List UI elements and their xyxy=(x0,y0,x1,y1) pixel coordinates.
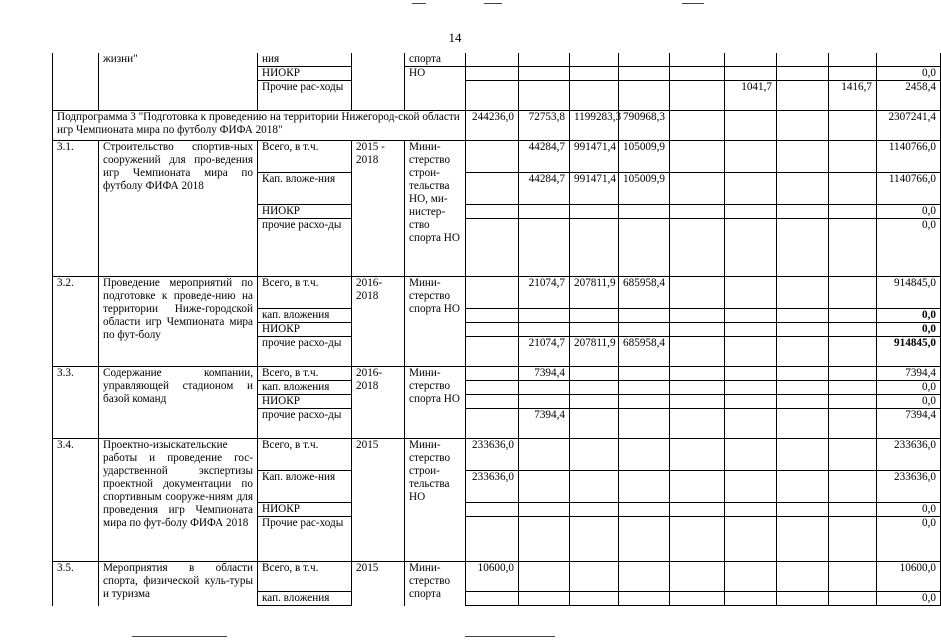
total-cell: 914845,0 xyxy=(877,277,941,309)
value-cell xyxy=(725,337,777,367)
value-cell xyxy=(829,277,877,309)
value-cell xyxy=(519,323,570,337)
value-cell xyxy=(725,409,777,439)
executor-cell: Мини-стерство спорта НО xyxy=(405,367,466,439)
value-cell xyxy=(777,439,829,471)
value-cell xyxy=(725,503,777,517)
value-cell xyxy=(519,53,570,67)
value-cell: 790968,3 xyxy=(619,111,670,141)
value-cell xyxy=(570,439,619,471)
value-cell: 1041,7 xyxy=(725,81,777,111)
value-cell xyxy=(570,471,619,503)
value-cell xyxy=(725,141,777,173)
subprogram-title: Подпрограмма 3 "Подготовка к проведению на территории Нижегород-ской области игр Чемпионата мира по футболу ФИФА 2018" xyxy=(53,111,466,141)
value-cell xyxy=(829,592,877,606)
value-cell xyxy=(829,323,877,337)
value-cell xyxy=(619,592,670,606)
value-cell xyxy=(829,471,877,503)
value-cell xyxy=(570,592,619,606)
scan-mark-top-left xyxy=(412,3,426,4)
item-cell: Всего, в т.ч. xyxy=(258,277,352,309)
item-cell: Кап. вложе-ния xyxy=(258,471,352,503)
value-cell xyxy=(466,381,519,395)
value-cell xyxy=(777,471,829,503)
value-cell xyxy=(466,277,519,309)
years-cell: 2016-2018 xyxy=(352,367,405,439)
value-cell xyxy=(466,141,519,173)
value-cell xyxy=(570,205,619,219)
value-cell xyxy=(619,67,670,81)
value-cell xyxy=(670,503,725,517)
value-cell: 1416,7 xyxy=(829,81,877,111)
item-cell: кап. вложения xyxy=(258,381,352,395)
value-cell: 10600,0 xyxy=(466,562,519,592)
value-cell xyxy=(829,439,877,471)
value-cell xyxy=(519,395,570,409)
value-cell xyxy=(570,367,619,381)
row-number: 3.2. xyxy=(53,277,99,367)
value-cell xyxy=(829,111,877,141)
value-cell xyxy=(466,367,519,381)
executor-cell: Мини-стерство строи-тельства НО xyxy=(405,439,466,562)
value-cell xyxy=(777,367,829,381)
value-cell xyxy=(466,337,519,367)
value-cell xyxy=(670,67,725,81)
value-cell xyxy=(670,409,725,439)
measure-cell: Проведение мероприятий по подготовке к проведе-нию на территории Ниже-городской области игр Чемпионата мира по фут-болу xyxy=(99,277,258,367)
measure-cell: Мероприятия в области спорта, физической куль-туры и туризма xyxy=(99,562,258,606)
value-cell xyxy=(519,517,570,562)
value-cell xyxy=(670,562,725,592)
value-cell xyxy=(619,381,670,395)
subprogram-row xyxy=(53,111,941,141)
item-cell: НИОКР xyxy=(258,67,352,81)
value-cell xyxy=(829,309,877,323)
value-cell: 1199283,3 xyxy=(570,111,619,141)
value-cell xyxy=(777,111,829,141)
value-cell xyxy=(777,562,829,592)
value-cell: 105009,9 xyxy=(619,173,670,205)
value-cell xyxy=(619,471,670,503)
value-cell: 21074,7 xyxy=(519,337,570,367)
value-cell xyxy=(829,562,877,592)
value-cell xyxy=(777,141,829,173)
value-cell xyxy=(570,395,619,409)
item-cell: Кап. вложе-ния xyxy=(258,173,352,205)
item-cell: прочие расхо-ды xyxy=(258,219,352,277)
value-cell xyxy=(777,381,829,395)
value-cell xyxy=(570,323,619,337)
value-cell: 44284,7 xyxy=(519,173,570,205)
value-cell xyxy=(619,439,670,471)
value-cell xyxy=(519,471,570,503)
value-cell: 72753,8 xyxy=(519,111,570,141)
item-cell: Всего, в т.ч. xyxy=(258,141,352,173)
value-cell xyxy=(466,409,519,439)
value-cell xyxy=(670,53,725,67)
value-cell xyxy=(829,409,877,439)
value-cell xyxy=(519,562,570,592)
value-cell xyxy=(570,503,619,517)
value-cell xyxy=(777,53,829,67)
value-cell xyxy=(466,395,519,409)
value-cell xyxy=(829,53,877,67)
item-cell: кап. вложения xyxy=(258,592,352,606)
value-cell xyxy=(519,309,570,323)
value-cell xyxy=(670,367,725,381)
budget-table xyxy=(52,53,941,606)
value-cell xyxy=(619,309,670,323)
value-cell xyxy=(829,381,877,395)
value-cell: 105009,9 xyxy=(619,141,670,173)
value-cell xyxy=(670,395,725,409)
value-cell xyxy=(777,277,829,309)
value-cell xyxy=(466,173,519,205)
value-cell xyxy=(725,277,777,309)
value-cell xyxy=(829,517,877,562)
value-cell xyxy=(466,205,519,219)
table-row xyxy=(53,562,941,592)
value-cell xyxy=(829,219,877,277)
value-cell xyxy=(619,517,670,562)
value-cell xyxy=(777,409,829,439)
value-cell xyxy=(670,592,725,606)
value-cell xyxy=(725,323,777,337)
value-cell xyxy=(777,323,829,337)
item-cell: прочие расхо-ды xyxy=(258,337,352,367)
measure-cell: Строительство спортив-ных сооружений для про-ведения игр Чемпионата мира по футболу ФИФА 2018 xyxy=(99,141,258,277)
value-cell xyxy=(670,323,725,337)
executor-cell: Мини-стерство строи-тельства НО, ми-нистер-ство спорта НО xyxy=(405,141,466,277)
value-cell xyxy=(777,395,829,409)
executor-cell: спорта xyxy=(405,53,466,67)
value-cell xyxy=(466,81,519,111)
item-cell: НИОКР xyxy=(258,395,352,409)
value-cell xyxy=(777,517,829,562)
value-cell: 21074,7 xyxy=(519,277,570,309)
item-cell: НИОКР xyxy=(258,323,352,337)
total-cell: 0,0 xyxy=(877,219,941,277)
value-cell xyxy=(619,53,670,67)
total-cell: 0,0 xyxy=(877,503,941,517)
value-cell xyxy=(519,81,570,111)
value-cell: 685958,4 xyxy=(619,277,670,309)
value-cell xyxy=(570,67,619,81)
scan-mark-bottom xyxy=(132,636,227,637)
value-cell: 7394,4 xyxy=(519,367,570,381)
value-cell xyxy=(725,517,777,562)
value-cell xyxy=(619,562,670,592)
value-cell xyxy=(670,205,725,219)
value-cell xyxy=(777,309,829,323)
value-cell xyxy=(725,471,777,503)
value-cell xyxy=(466,592,519,606)
value-cell xyxy=(670,111,725,141)
item-cell: Прочие рас-ходы xyxy=(258,517,352,562)
value-cell xyxy=(619,323,670,337)
value-cell xyxy=(466,309,519,323)
item-cell: Всего, в т.ч. xyxy=(258,562,352,592)
table-row xyxy=(53,367,941,381)
value-cell xyxy=(570,562,619,592)
value-cell xyxy=(777,337,829,367)
total-cell: 0,0 xyxy=(877,517,941,562)
value-cell: 244236,0 xyxy=(466,111,519,141)
value-cell xyxy=(829,173,877,205)
value-cell xyxy=(725,381,777,395)
row-number: 3.3. xyxy=(53,367,99,439)
value-cell xyxy=(777,219,829,277)
years-cell: 2015 xyxy=(352,562,405,606)
value-cell xyxy=(670,439,725,471)
table-row xyxy=(53,53,941,67)
value-cell xyxy=(670,219,725,277)
value-cell xyxy=(725,67,777,81)
value-cell xyxy=(619,409,670,439)
executor-cell: Мини-стерство спорта НО xyxy=(405,277,466,367)
total-cell: 0,0 xyxy=(877,67,941,81)
executor-cell: НО xyxy=(405,67,466,111)
row-number: 3.1. xyxy=(53,141,99,277)
value-cell xyxy=(519,381,570,395)
value-cell xyxy=(777,173,829,205)
value-cell xyxy=(466,67,519,81)
value-cell: 233636,0 xyxy=(466,439,519,471)
item-cell: Всего, в т.ч. xyxy=(258,367,352,381)
total-cell: 10600,0 xyxy=(877,562,941,592)
no-cell xyxy=(53,53,99,111)
total-cell: 0,0 xyxy=(877,395,941,409)
value-cell xyxy=(670,517,725,562)
value-cell xyxy=(619,205,670,219)
value-cell xyxy=(725,205,777,219)
value-cell xyxy=(670,277,725,309)
value-cell xyxy=(829,503,877,517)
row-number: 3.4. xyxy=(53,439,99,562)
value-cell xyxy=(829,205,877,219)
value-cell: 685958,4 xyxy=(619,337,670,367)
total-cell: 7394,4 xyxy=(877,367,941,381)
value-cell xyxy=(570,219,619,277)
value-cell xyxy=(570,381,619,395)
value-cell xyxy=(725,309,777,323)
value-cell xyxy=(670,337,725,367)
value-cell xyxy=(519,67,570,81)
total-cell: 1140766,0 xyxy=(877,141,941,173)
value-cell xyxy=(619,367,670,381)
value-cell xyxy=(670,141,725,173)
value-cell xyxy=(777,205,829,219)
value-cell xyxy=(777,592,829,606)
value-cell xyxy=(466,53,519,67)
value-cell xyxy=(670,81,725,111)
years-cell xyxy=(352,53,405,111)
value-cell xyxy=(670,381,725,395)
page-number: 14 xyxy=(448,30,462,45)
value-cell xyxy=(777,503,829,517)
value-cell xyxy=(829,67,877,81)
value-cell xyxy=(725,219,777,277)
total-cell: 0,0 xyxy=(877,381,941,395)
value-cell: 44284,7 xyxy=(519,141,570,173)
total-cell: 1140766,0 xyxy=(877,173,941,205)
total-cell: 233636,0 xyxy=(877,471,941,503)
value-cell xyxy=(619,219,670,277)
executor-cell: Мини-стерство спорта xyxy=(405,562,466,606)
total-cell: 2307241,4 xyxy=(877,111,941,141)
value-cell: 991471,4 xyxy=(570,173,619,205)
item-cell: Всего, в т.ч. xyxy=(258,439,352,471)
total-cell: 914845,0 xyxy=(877,337,941,367)
value-cell xyxy=(725,395,777,409)
value-cell xyxy=(725,439,777,471)
value-cell xyxy=(725,592,777,606)
value-cell xyxy=(725,562,777,592)
total-cell: 0,0 xyxy=(877,205,941,219)
value-cell xyxy=(519,503,570,517)
item-cell: НИОКР xyxy=(258,503,352,517)
value-cell xyxy=(570,409,619,439)
total-cell: 0,0 xyxy=(877,592,941,606)
years-cell: 2016-2018 xyxy=(352,277,405,367)
years-cell: 2015 - 2018 xyxy=(352,141,405,277)
value-cell xyxy=(725,111,777,141)
value-cell xyxy=(570,517,619,562)
value-cell xyxy=(670,471,725,503)
value-cell xyxy=(670,173,725,205)
value-cell xyxy=(725,173,777,205)
value-cell xyxy=(466,323,519,337)
scan-mark-top-right xyxy=(682,3,704,4)
value-cell: 207811,9 xyxy=(570,277,619,309)
value-cell xyxy=(829,395,877,409)
total-cell xyxy=(877,53,941,67)
table-row xyxy=(53,277,941,309)
table-row xyxy=(53,141,941,173)
value-cell xyxy=(829,337,877,367)
value-cell xyxy=(570,309,619,323)
value-cell xyxy=(466,503,519,517)
total-cell: 0,0 xyxy=(877,309,941,323)
value-cell xyxy=(570,53,619,67)
value-cell xyxy=(829,367,877,381)
item-cell: прочие расхо-ды xyxy=(258,409,352,439)
value-cell: 991471,4 xyxy=(570,141,619,173)
value-cell: 7394,4 xyxy=(519,409,570,439)
total-cell: 2458,4 xyxy=(877,81,941,111)
total-cell: 233636,0 xyxy=(877,439,941,471)
value-cell: 233636,0 xyxy=(466,471,519,503)
value-cell: 207811,9 xyxy=(570,337,619,367)
value-cell xyxy=(777,67,829,81)
measure-cell: жизни" xyxy=(99,53,258,111)
value-cell xyxy=(619,81,670,111)
total-cell: 7394,4 xyxy=(877,409,941,439)
measure-cell: Проектно-изыскательские работы и проведение гос-ударственной экспертизы проектной документации по спортивным сооруже-ниям для проведения игр Чемпионата мира по фут-болу ФИФА 2018 xyxy=(99,439,258,562)
table-row xyxy=(53,439,941,471)
item-cell: ния xyxy=(258,53,352,67)
scan-mark-top-mid xyxy=(484,3,502,4)
value-cell xyxy=(829,141,877,173)
item-cell: кап. вложения xyxy=(258,309,352,323)
value-cell xyxy=(519,439,570,471)
value-cell xyxy=(725,367,777,381)
item-cell: Прочие рас-ходы xyxy=(258,81,352,111)
value-cell xyxy=(619,395,670,409)
value-cell xyxy=(777,81,829,111)
value-cell xyxy=(466,517,519,562)
value-cell xyxy=(725,53,777,67)
years-cell: 2015 xyxy=(352,439,405,562)
total-cell: 0,0 xyxy=(877,323,941,337)
value-cell xyxy=(570,81,619,111)
value-cell xyxy=(519,592,570,606)
value-cell xyxy=(519,205,570,219)
scan-mark-bottom-right xyxy=(465,636,555,637)
measure-cell: Содержание компании, управляющей стадионом и базой команд xyxy=(99,367,258,439)
row-number: 3.5. xyxy=(53,562,99,606)
value-cell xyxy=(619,503,670,517)
item-cell: НИОКР xyxy=(258,205,352,219)
value-cell xyxy=(519,219,570,277)
value-cell xyxy=(670,309,725,323)
value-cell xyxy=(466,219,519,277)
